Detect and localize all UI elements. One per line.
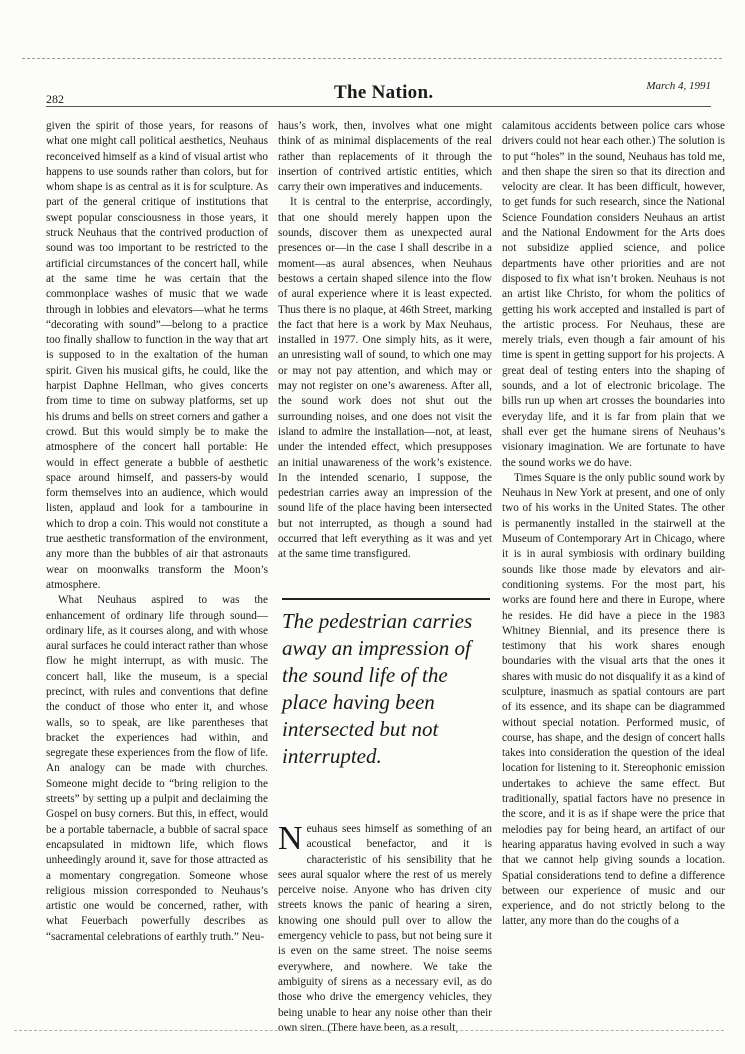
paper-edge-top <box>22 58 722 59</box>
column-1 <box>46 119 268 1019</box>
pull-quote <box>282 598 490 770</box>
column-1-paragraph-1: given the spirit of those years, for reasons of what one might call political aesthetics, Neuhaus reconceived himself as a kind of visual artist who happens to use sounds rather than colors, but for whom shape is as central as it is for sculpture. As part of the general critique of institutions that swept popular consciousness in those years, it struck Neuhaus that the contrived production of sound was too important to be restricted to the artificial circumstances of the concert hall, while at the same time he was certain that the commonplace washes of music that we wade through in lobbies and elevators—what he terms “decorating with sound”—belong to a practice too finally shallow to function in the way that art is supposed to in the exaltation of the human spirit. Given his musical gifts, he could, like the harpist Daphne Hellman, who gives concerts from time to time on subway platforms, set up his drums and bells on street corners and gather a crowd. But this would simply be to make the atmosphere of the concert hall portable: He would in effect generate a bubble of aesthetic space around himself, and passers-by would form themselves into an audience, which would listen, applaud and look for a tambourine in which to drop a coin. This would not constitute a true aesthetic transformation of the environment, any more than the bubbles of air that astronauts wear on moonwalks transform the Moon’s atmosphere. <box>46 120 268 591</box>
page-number: 282 <box>46 92 64 106</box>
column-2-paragraph-3-text: euhaus sees himself as something of an acoustical benefactor, and it is characteristic of his sensibility that he sees aural squalor where the rest of us merely perceive noise. Anyone who has driven city streets knows the panic of hearing a siren, knowing one should pull over to allow the emergency vehicle to pass, but not being sure it is even on the same street. The noise seems everywhere, and nowhere. We take the ambiguity of sirens as a necessary evil, as do those who drive the emergency vehicles, they being unable to hear any noise other than their own siren. (There have been, as a result, <box>278 823 492 1034</box>
column-3 <box>502 119 725 1019</box>
column-3-paragraph-2: Times Square is the only public sound work by Neuhaus in New York at present, and one of only two of his works in the United States. The other is permanently installed in the stairwell at the Museum of Contemporary Art in Chicago, where it is in aural symbiosis with ordinary building sounds like those made by elevators and air-conditioning systems. For the most part, his works are found here and there in Europe, where he resides. He did have a piece in the 1983 Whitney Biennial, and its presence there is testimony that his work shares enough boundaries with the visual arts that the ones it shares with music do not disqualify it as a kind of sculpture, inasmuch as spatial contours are part of its essence, and its shape can be diagrammed without special notation. Performed music, of course, has shape, and the design of concert halls takes into consideration the question of the ideal location for listening to it. Stereophonic emission undertakes to achieve the same effect. But traditionally, spatial factors have no presence in the score, and it is as if shape were the price that melodies pay for being heard, an artifact of our hearing apparatus having evolved in such a way that we cannot help giving sounds a location. Spatial considerations tend to define a difference between our experience of music and our experience, and do not strictly belong to the latter, any more than do the coughs of a <box>502 471 725 928</box>
paper-edge-bottom <box>14 1030 724 1031</box>
page-header <box>46 80 711 107</box>
publication-title: The Nation. <box>334 82 434 103</box>
drop-cap: N <box>278 820 303 857</box>
column-2-paragraph-3 <box>278 822 492 1036</box>
pull-quote-text: The pedestrian carries away an impression of the sound life of the place having been intersected but not interrupted. <box>282 609 473 768</box>
column-3-paragraph-1: calamitous accidents between police cars whose drivers could not hear each other.) The solution is to put “holes” in the sound, Neuhaus has told me, and then shape the siren so that its direction and velocity are clear. It has been difficult, however, to get funds for such research, since the National Science Foundation considers Neuhaus an artist and the National Endowment for the Arts does not subsidize applied science, and police departments have other priorities and are not disposed to fix what isn’t broken. Neuhaus is not an artist like Christo, for whom the politics of getting his work accepted and installed is part of the artistic process. For Neuhaus, these are merely trials, even though a fair amount of his time is spent in getting support for his projects. A great deal of testing enters into the shaping of sounds, and a lot of electronic bricolage. The bills run up when art crosses the boundaries into everyday life, and it is far from plain that we shall ever get the humane sirens of Neuhaus’s visionary imagination. We are fortunate to have the sound works we do have. <box>502 120 725 469</box>
column-2-paragraph-1: haus’s work, then, involves what one might think of as minimal displacements of the real rather than replacements of it through the insertion of contrived artistic entities, which carry their own imperatives and inducements. <box>278 120 492 194</box>
column-1-paragraph-2: What Neuhaus aspired to was the enhancement of ordinary life through sound—ordinary life, as it courses along, and with whose aural surfaces he could interact rather than whose flow he might interrupt, as with music. The concert hall, like the museum, is a special precinct, with rules and conventions that define the conduct of those who enter it, and whose walls, so to speak, are like parentheses that bracket the experiences had within, and segregate these experiences from the flow of life. An analogy can be made with churches. Someone might decide to “bring religion to the streets” by setting up a pulpit and declaiming the Gospel on busy corners. But this, in effect, would be a portable tabernacle, a bubble of sacral space encapsulated in midtown life, which flows unheedingly around it, save for those attracted as a momentary congregation. Someone whose religious mission corresponded to Neuhaus’s artistic one would be concerned, rather, with what Feuerbach powerfully describes as “sacramental celebrations of earthly truth.” Neu- <box>46 594 268 943</box>
column-2-paragraph-2: It is central to the enterprise, accordingly, that one should merely happen upon the sounds, discover them as unexpected aural presences or—in the case I shall describe in a moment—as aural absences, when Neuhaus bestows a certain shaped silence into the flow of aural experience where it is least expected. Thus there is no plaque, at 46th Street, marking the fact that here is a work by Max Neuhaus, installed in 1977. One simply hits, as it were, an unresisting wall of sound, to which one may or may not pay attention, and which may or may not register on one’s awareness. After all, the sound work does not shut out the surrounding noises, and one does not visit the island to admire the installation—not, at least, under the intended effect, which presupposes an initial unawareness of the work’s existence. In the intended scenario, I suppose, the pedestrian carries away an impression of the sound life of the place having been intersected but not interrupted, as though a sound had occurred that left everything as it was and yet at the same time transfigured. <box>278 196 492 561</box>
column-2 <box>278 119 492 599</box>
column-2-lower <box>278 820 492 1034</box>
issue-date: March 4, 1991 <box>646 80 711 92</box>
